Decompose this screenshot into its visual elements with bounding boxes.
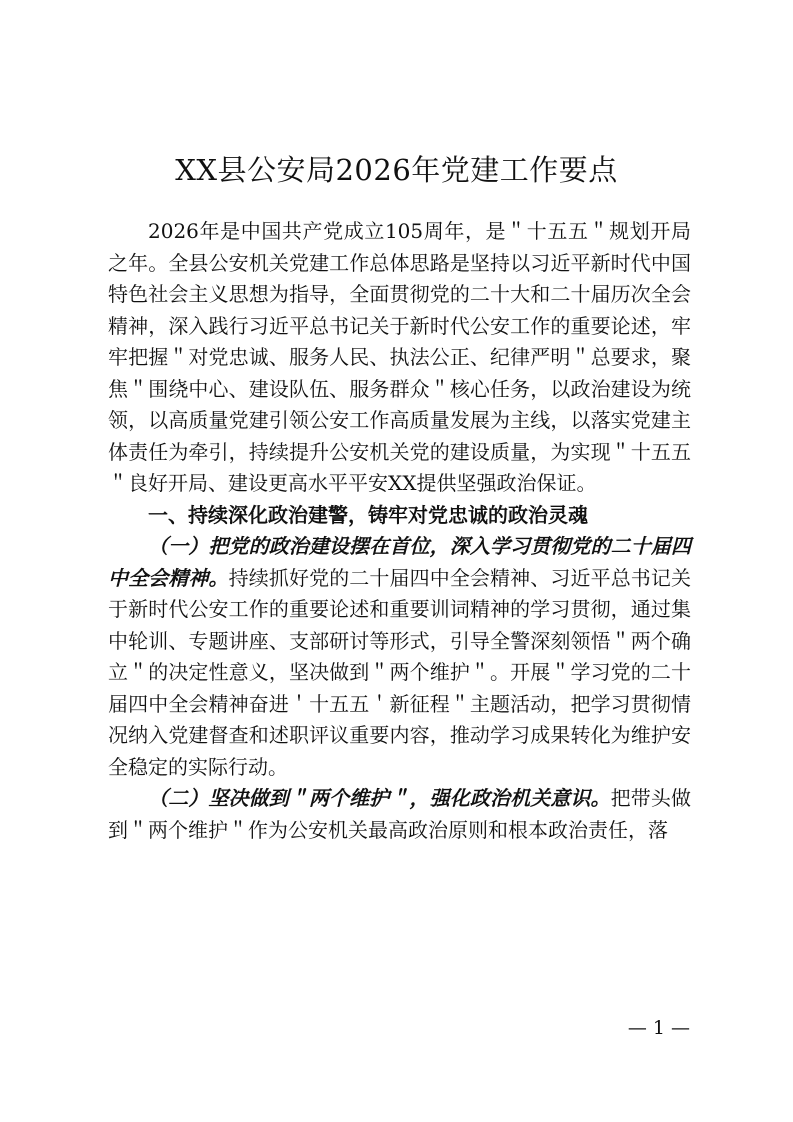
item-2-heading: （二）坚决做到＂两个维护＂，强化政治机关意识。 xyxy=(148,786,611,810)
intro-paragraph: 2026年是中国共产党成立105周年，是＂十五五＂规划开局之年。全县公安机关党建工作总体思路是坚持以习近平新时代中国特色社会主义思想为指导，全面贯彻党的二十大和二十届历次全会精神，深入践行习近平总书记关于新时代公安工作的重要论述，牢牢把握＂对党忠诚、服务人民、执法公正、纪律严明＂总要求，聚焦＂围绕中心、建设队伍、服务群众＂核心任务，以政治建设为统领，以高质量党建引领公安工作高质量发展为主线，以落实党建主体责任为牵引，持续提升公安机关党的建设质量，为实现＂十五五＂良好开局、建设更高水平平安XX提供坚强政治保证。 xyxy=(108,219,691,495)
item-2-body: 把带头做到＂两个维护＂作为公安机关最高政治原则和根本政治责任，落 xyxy=(108,786,692,842)
document-title: XX县公安局2026年党建工作要点 xyxy=(175,153,618,187)
item-1-body: 持续抓好党的二十届四中全会精神、习近平总书记关于新时代公安工作的重要论述和重要训词精神的学习贯彻，通过集中轮训、专题讲座、支部研讨等形式，引导全警深刻领悟＂两个确立＂的决定性意义，坚决做到＂两个维护＂。开展＂学习党的二十届四中全会精神奋进＇十五五＇新征程＂主题活动，把学习贯彻情况纳入党建督查和述职评议重要内容，推动学习成果转化为维护安全稳定的实际行动。 xyxy=(108,565,692,779)
item-1-heading: （一）把党的政治建设摆在首位，深入学习贯彻党的二十届四中全会精神。 xyxy=(108,534,691,590)
page-number: — 1 — xyxy=(627,1017,690,1039)
section-1-heading: 一、持续深化政治建警，铸牢对党忠诚的政治灵魂 xyxy=(148,502,588,527)
item-2-paragraph xyxy=(108,783,691,846)
document-body xyxy=(108,216,691,846)
item-1-paragraph xyxy=(108,531,691,783)
